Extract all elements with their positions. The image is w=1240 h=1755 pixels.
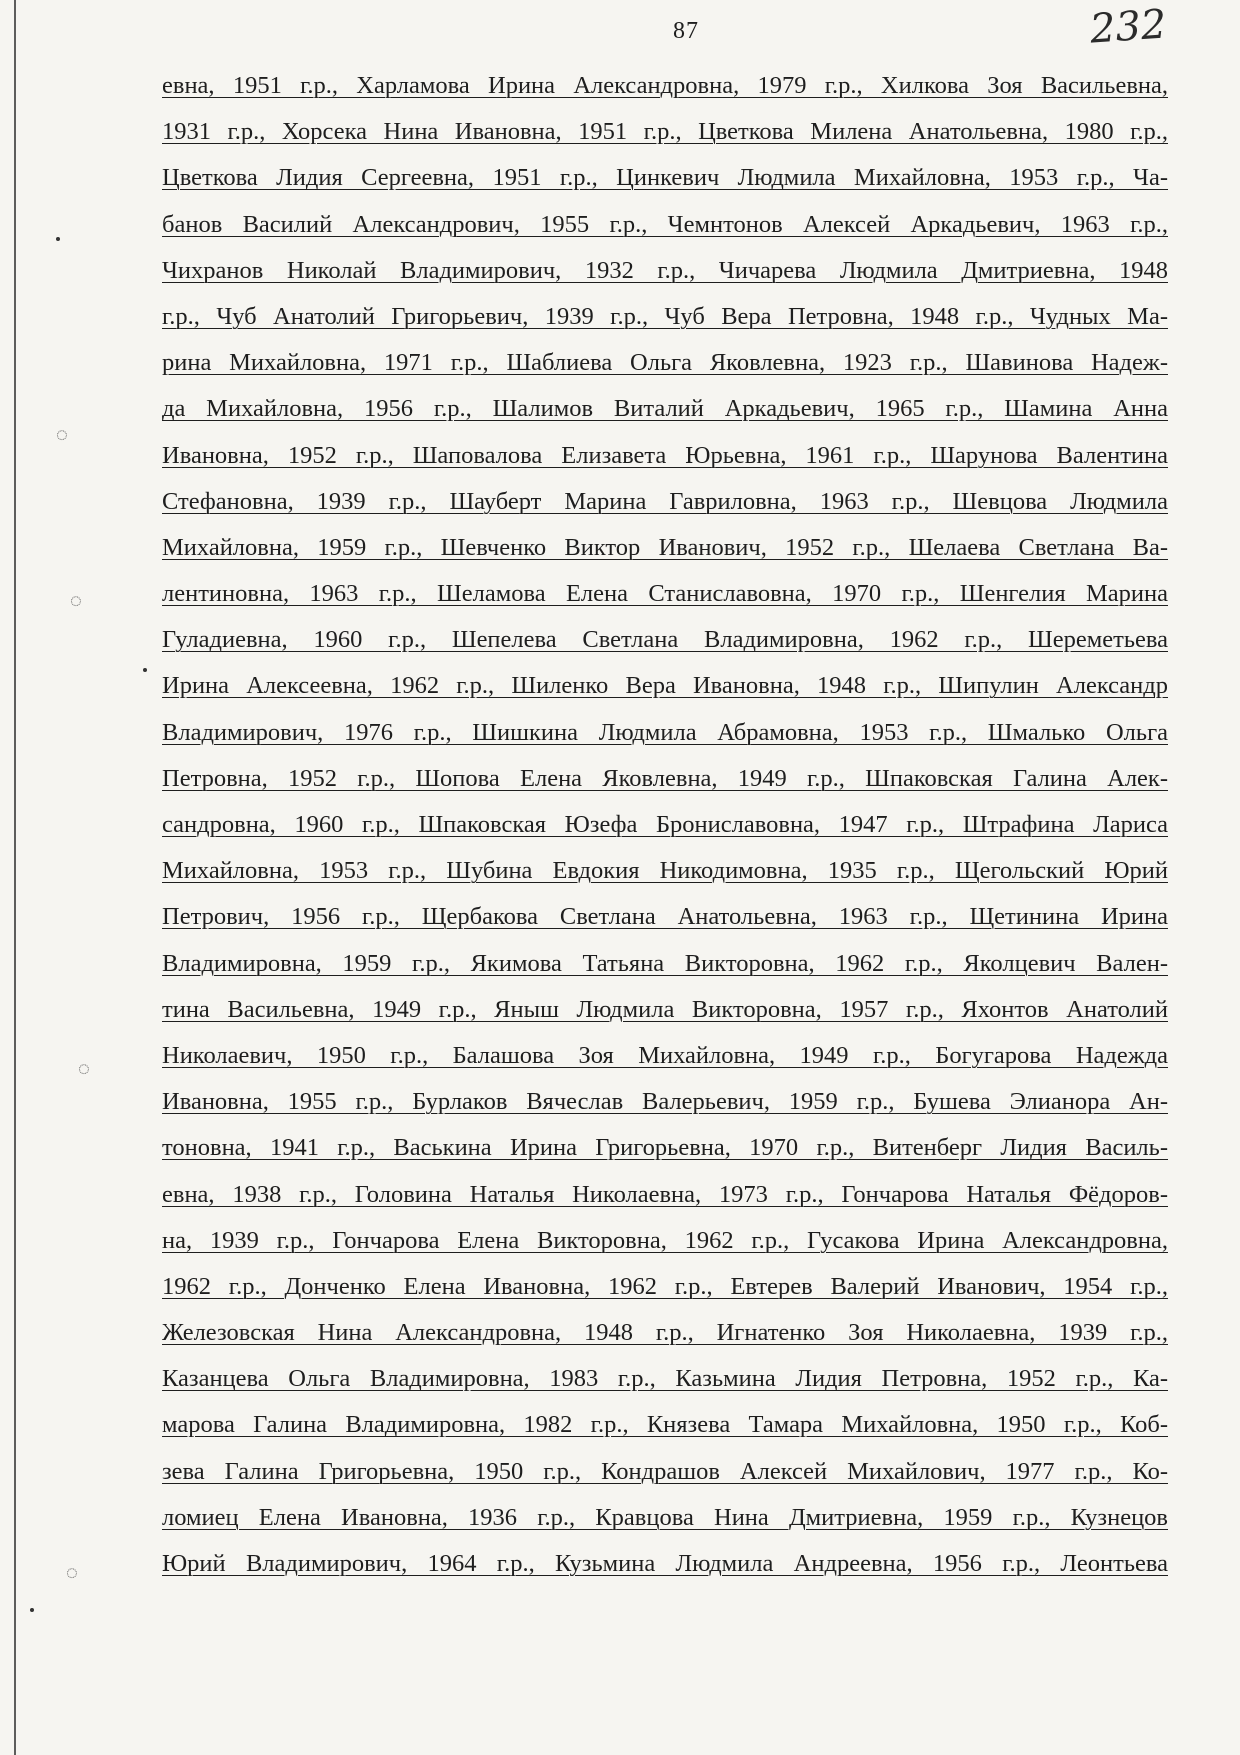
- text-line: г.р., Чуб Анатолий Григорьевич, 1939 г.р., Чуб Вера Петровна, 1948 г.р., Чудных Ма-: [162, 302, 1168, 330]
- text-line: Владимирович, 1976 г.р., Шишкина Людмила Абрамовна, 1953 г.р., Шмалько Ольга: [162, 718, 1168, 746]
- text-line: тоновна, 1941 г.р., Васькина Ирина Григорьевна, 1970 г.р., Витенберг Лидия Василь-: [162, 1134, 1168, 1162]
- text-line: евна, 1938 г.р., Головина Наталья Николаевна, 1973 г.р., Гончарова Наталья Фёдоров-: [162, 1180, 1168, 1208]
- margin-dot: [143, 668, 147, 672]
- text-line: евна, 1951 г.р., Харламова Ирина Александровна, 1979 г.р., Хилкова Зоя Васильевна,: [162, 72, 1168, 99]
- text-line: Ивановна, 1952 г.р., Шаповалова Елизавета Юрьевна, 1961 г.р., Шарунова Валентина: [162, 441, 1168, 469]
- handwritten-archive-number: 232: [1088, 1, 1168, 53]
- text-line: ломиец Елена Ивановна, 1936 г.р., Кравцова Нина Дмитриевна, 1959 г.р., Кузнецов: [162, 1503, 1168, 1531]
- margin-mark: ◌: [56, 424, 68, 446]
- text-line: Михайловна, 1953 г.р., Шубина Евдокия Никодимовна, 1935 г.р., Щегольский Юрий: [162, 857, 1168, 885]
- text-line: Ирина Алексеевна, 1962 г.р., Шиленко Вера Ивановна, 1948 г.р., Шипулин Александр: [162, 672, 1168, 700]
- margin-mark: ◌: [70, 590, 82, 612]
- text-line: Владимировна, 1959 г.р., Якимова Татьяна Викторовна, 1962 г.р., Яколцевич Вален-: [162, 949, 1168, 977]
- text-line: на, 1939 г.р., Гончарова Елена Викторовна, 1962 г.р., Гусакова Ирина Александровна,: [162, 1226, 1168, 1254]
- text-line: лентиновна, 1963 г.р., Шеламова Елена Станиславовна, 1970 г.р., Шенгелия Марина: [162, 580, 1168, 608]
- text-line: Цветкова Лидия Сергеевна, 1951 г.р., Цинкевич Людмила Михайловна, 1953 г.р., Ча-: [162, 164, 1168, 192]
- text-line: Николаевич, 1950 г.р., Балашова Зоя Михайловна, 1949 г.р., Богугарова Надежда: [162, 1041, 1168, 1069]
- text-line: Петрович, 1956 г.р., Щербакова Светлана Анатольевна, 1963 г.р., Щетинина Ирина: [162, 903, 1168, 931]
- margin-dot: [30, 1608, 34, 1612]
- text-line: 1962 г.р., Донченко Елена Ивановна, 1962 г.р., Евтерев Валерий Иванович, 1954 г.р.,: [162, 1272, 1168, 1300]
- text-line: Петровна, 1952 г.р., Шопова Елена Яковлевна, 1949 г.р., Шпаковская Галина Алек-: [162, 764, 1168, 792]
- text-line: рина Михайловна, 1971 г.р., Шаблиева Ольга Яковлевна, 1923 г.р., Шавинова Надеж-: [162, 349, 1168, 377]
- text-line: да Михайловна, 1956 г.р., Шалимов Виталий Аркадьевич, 1965 г.р., Шамина Анна: [162, 395, 1168, 423]
- text-line: марова Галина Владимировна, 1982 г.р., Князева Тамара Михайловна, 1950 г.р., Коб-: [162, 1411, 1168, 1439]
- text-line: Казанцева Ольга Владимировна, 1983 г.р., Казьмина Лидия Петровна, 1952 г.р., Ка-: [162, 1365, 1168, 1393]
- text-line: зева Галина Григорьевна, 1950 г.р., Кондрашов Алексей Михайлович, 1977 г.р., Ко-: [162, 1457, 1168, 1485]
- text-line: Ивановна, 1955 г.р., Бурлаков Вячеслав Валерьевич, 1959 г.р., Бушева Элианора Ан-: [162, 1088, 1168, 1116]
- text-line: банов Василий Александрович, 1955 г.р., Чемнтонов Алексей Аркадьевич, 1963 г.р.,: [162, 210, 1168, 238]
- text-line: Михайловна, 1959 г.р., Шевченко Виктор Иванович, 1952 г.р., Шелаева Светлана Ва-: [162, 533, 1168, 561]
- binding-edge-line: [14, 0, 16, 1755]
- document-body: [162, 68, 1168, 1592]
- text-line: сандровна, 1960 г.р., Шпаковская Юзефа Брониславовна, 1947 г.р., Штрафина Лариса: [162, 811, 1168, 838]
- text-line: Юрий Владимирович, 1964 г.р., Кузьмина Людмила Андреевна, 1956 г.р., Леонтьева: [162, 1550, 1168, 1577]
- text-line: Чихранов Николай Владимирович, 1932 г.р., Чичарева Людмила Дмитриевна, 1948: [162, 256, 1168, 284]
- page-number: 87: [673, 18, 699, 44]
- text-line: Железовская Нина Александровна, 1948 г.р., Игнатенко Зоя Николаевна, 1939 г.р.,: [162, 1319, 1168, 1347]
- text-line: тина Васильевна, 1949 г.р., Яныш Людмила Викторовна, 1957 г.р., Яхонтов Анатолий: [162, 995, 1168, 1023]
- margin-mark: ◌: [66, 1562, 78, 1584]
- text-line: Стефановна, 1939 г.р., Шауберт Марина Гавриловна, 1963 г.р., Шевцова Людмила: [162, 487, 1168, 515]
- margin-dot: [56, 237, 60, 241]
- text-line: Гуладиевна, 1960 г.р., Шепелева Светлана Владимировна, 1962 г.р., Шереметьева: [162, 626, 1168, 654]
- margin-mark: ◌: [78, 1058, 90, 1080]
- text-line: 1931 г.р., Хорсека Нина Ивановна, 1951 г.р., Цветкова Милена Анатольевна, 1980 г.р.,: [162, 118, 1168, 146]
